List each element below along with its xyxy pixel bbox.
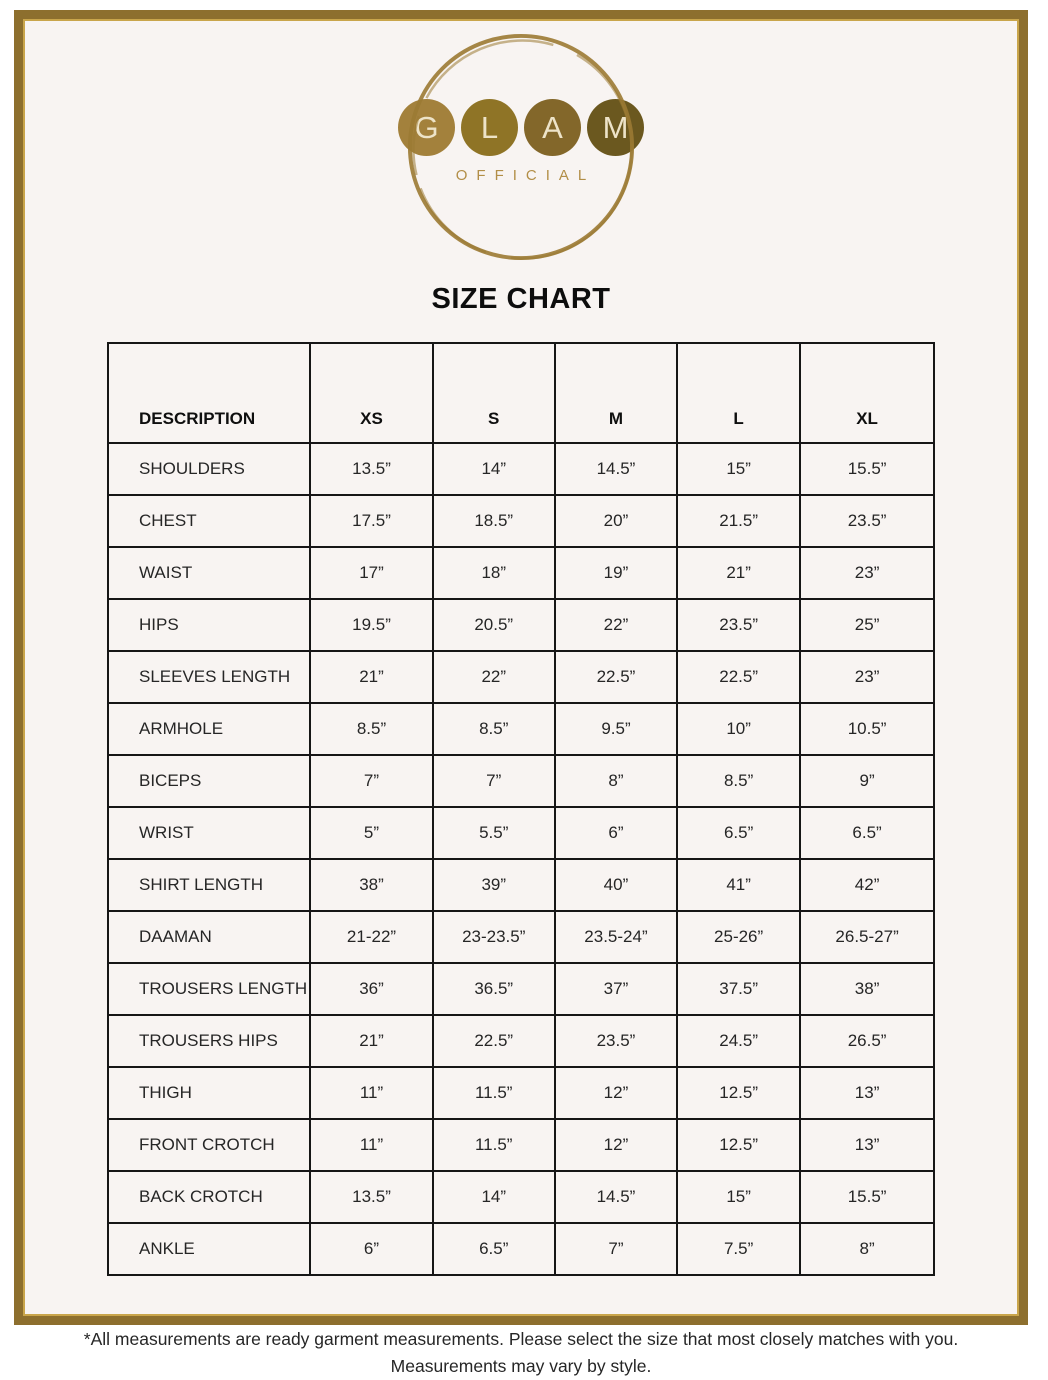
row-label: TROUSERS HIPS [108,1015,310,1067]
measurement-value: 10.5” [800,703,934,755]
logo-subtitle: OFFICIAL [455,166,596,184]
measurement-value: 18” [433,547,555,599]
measurement-value: 14” [433,1171,555,1223]
measurement-value: 23” [800,651,934,703]
column-header: XS [310,343,432,443]
measurement-value: 24.5” [677,1015,800,1067]
measurement-value: 15” [677,443,800,495]
row-label: THIGH [108,1067,310,1119]
measurement-value: 7.5” [677,1223,800,1275]
measurement-value: 15.5” [800,1171,934,1223]
measurement-value: 6” [555,807,677,859]
measurement-value: 36.5” [433,963,555,1015]
logo-letter-circle: L [461,99,518,156]
measurement-value: 22” [555,599,677,651]
measurement-value: 17.5” [310,495,432,547]
row-label: DAAMAN [108,911,310,963]
measurement-value: 40” [555,859,677,911]
measurement-value: 7” [433,755,555,807]
table-row [108,495,934,547]
column-header: XL [800,343,934,443]
logo-letter-circle: M [587,99,644,156]
measurement-value: 23.5” [800,495,934,547]
measurement-value: 8” [800,1223,934,1275]
table-row [108,651,934,703]
row-label: WAIST [108,547,310,599]
column-header: S [433,343,555,443]
row-label: SHOULDERS [108,443,310,495]
measurement-value: 12” [555,1119,677,1171]
measurement-value: 38” [310,859,432,911]
measurement-value: 25” [800,599,934,651]
measurement-value: 41” [677,859,800,911]
measurement-value: 22.5” [555,651,677,703]
table-row [108,807,934,859]
table-row [108,1015,934,1067]
measurement-value: 7” [310,755,432,807]
row-label: SLEEVES LENGTH [108,651,310,703]
measurement-value: 5” [310,807,432,859]
measurement-value: 12” [555,1067,677,1119]
table-row [108,1171,934,1223]
row-label: SHIRT LENGTH [108,859,310,911]
footnote [71,1326,971,1380]
measurement-value: 11.5” [433,1067,555,1119]
measurement-value: 37.5” [677,963,800,1015]
measurement-value: 38” [800,963,934,1015]
table-row [108,755,934,807]
gold-frame [14,10,1028,1377]
measurement-value: 8.5” [433,703,555,755]
measurement-value: 19” [555,547,677,599]
measurement-value: 21-22” [310,911,432,963]
column-header: M [555,343,677,443]
size-chart-table [107,342,935,1276]
measurement-value: 12.5” [677,1067,800,1119]
measurement-value: 10” [677,703,800,755]
measurement-value: 15.5” [800,443,934,495]
logo-letter-circle: A [524,99,581,156]
measurement-value: 26.5” [800,1015,934,1067]
measurement-value: 6.5” [800,807,934,859]
measurement-value: 15” [677,1171,800,1223]
measurement-value: 6.5” [677,807,800,859]
measurement-value: 37” [555,963,677,1015]
row-label: FRONT CROTCH [108,1119,310,1171]
table-row [108,1223,934,1275]
measurement-value: 21.5” [677,495,800,547]
measurement-value: 23” [800,547,934,599]
measurement-value: 8.5” [677,755,800,807]
measurement-value: 13.5” [310,1171,432,1223]
measurement-value: 13.5” [310,443,432,495]
measurement-value: 8.5” [310,703,432,755]
measurement-value: 42” [800,859,934,911]
table-row [108,859,934,911]
measurement-value: 23.5-24” [555,911,677,963]
measurement-value: 7” [555,1223,677,1275]
row-label: BICEPS [108,755,310,807]
measurement-value: 9” [800,755,934,807]
measurement-value: 26.5-27” [800,911,934,963]
column-header: L [677,343,800,443]
measurement-value: 22.5” [677,651,800,703]
row-label: HIPS [108,599,310,651]
measurement-value: 11” [310,1067,432,1119]
measurement-value: 22” [433,651,555,703]
measurement-value: 25-26” [677,911,800,963]
measurement-value: 9.5” [555,703,677,755]
table-row [108,443,934,495]
measurement-value: 18.5” [433,495,555,547]
table-body [108,443,934,1275]
table-row [108,547,934,599]
measurement-value: 21” [310,651,432,703]
measurement-value: 6.5” [433,1223,555,1275]
measurement-value: 5.5” [433,807,555,859]
measurement-value: 12.5” [677,1119,800,1171]
measurement-value: 14.5” [555,1171,677,1223]
measurement-value: 20.5” [433,599,555,651]
measurement-value: 21” [677,547,800,599]
measurement-value: 21” [310,1015,432,1067]
table-row [108,1119,934,1171]
table-header [108,343,934,443]
measurement-value: 11” [310,1119,432,1171]
measurement-value: 6” [310,1223,432,1275]
logo-ring-icon [401,29,641,267]
row-label: ANKLE [108,1223,310,1275]
table-row [108,1067,934,1119]
measurement-value: 14” [433,443,555,495]
row-label: ARMHOLE [108,703,310,755]
measurement-value: 23.5” [555,1015,677,1067]
measurement-value: 11.5” [433,1119,555,1171]
measurement-value: 13” [800,1119,934,1171]
row-label: WRIST [108,807,310,859]
measurement-value: 22.5” [433,1015,555,1067]
row-label: BACK CROTCH [108,1171,310,1223]
measurement-value: 14.5” [555,443,677,495]
logo-letter-circle: G [398,99,455,156]
measurement-value: 17” [310,547,432,599]
measurement-value: 23.5” [677,599,800,651]
table-row [108,963,934,1015]
table-row [108,599,934,651]
measurement-value: 20” [555,495,677,547]
measurement-value: 23-23.5” [433,911,555,963]
footnote-line-1: *All measurements are ready garment measurements. Please select the size that most closely matches with you. [83,1329,959,1349]
brand-logo [401,29,641,267]
table-row [108,703,934,755]
column-header: DESCRIPTION [108,343,310,443]
header-row [108,343,934,443]
measurement-value: 36” [310,963,432,1015]
page-title: SIZE CHART [431,283,611,315]
row-label: TROUSERS LENGTH [108,963,310,1015]
footnote-line-2: Measurements may vary by style. [390,1356,652,1377]
measurement-value: 39” [433,859,555,911]
row-label: CHEST [108,495,310,547]
measurement-value: 8” [555,755,677,807]
measurement-value: 19.5” [310,599,432,651]
table-row [108,911,934,963]
measurement-value: 13” [800,1067,934,1119]
